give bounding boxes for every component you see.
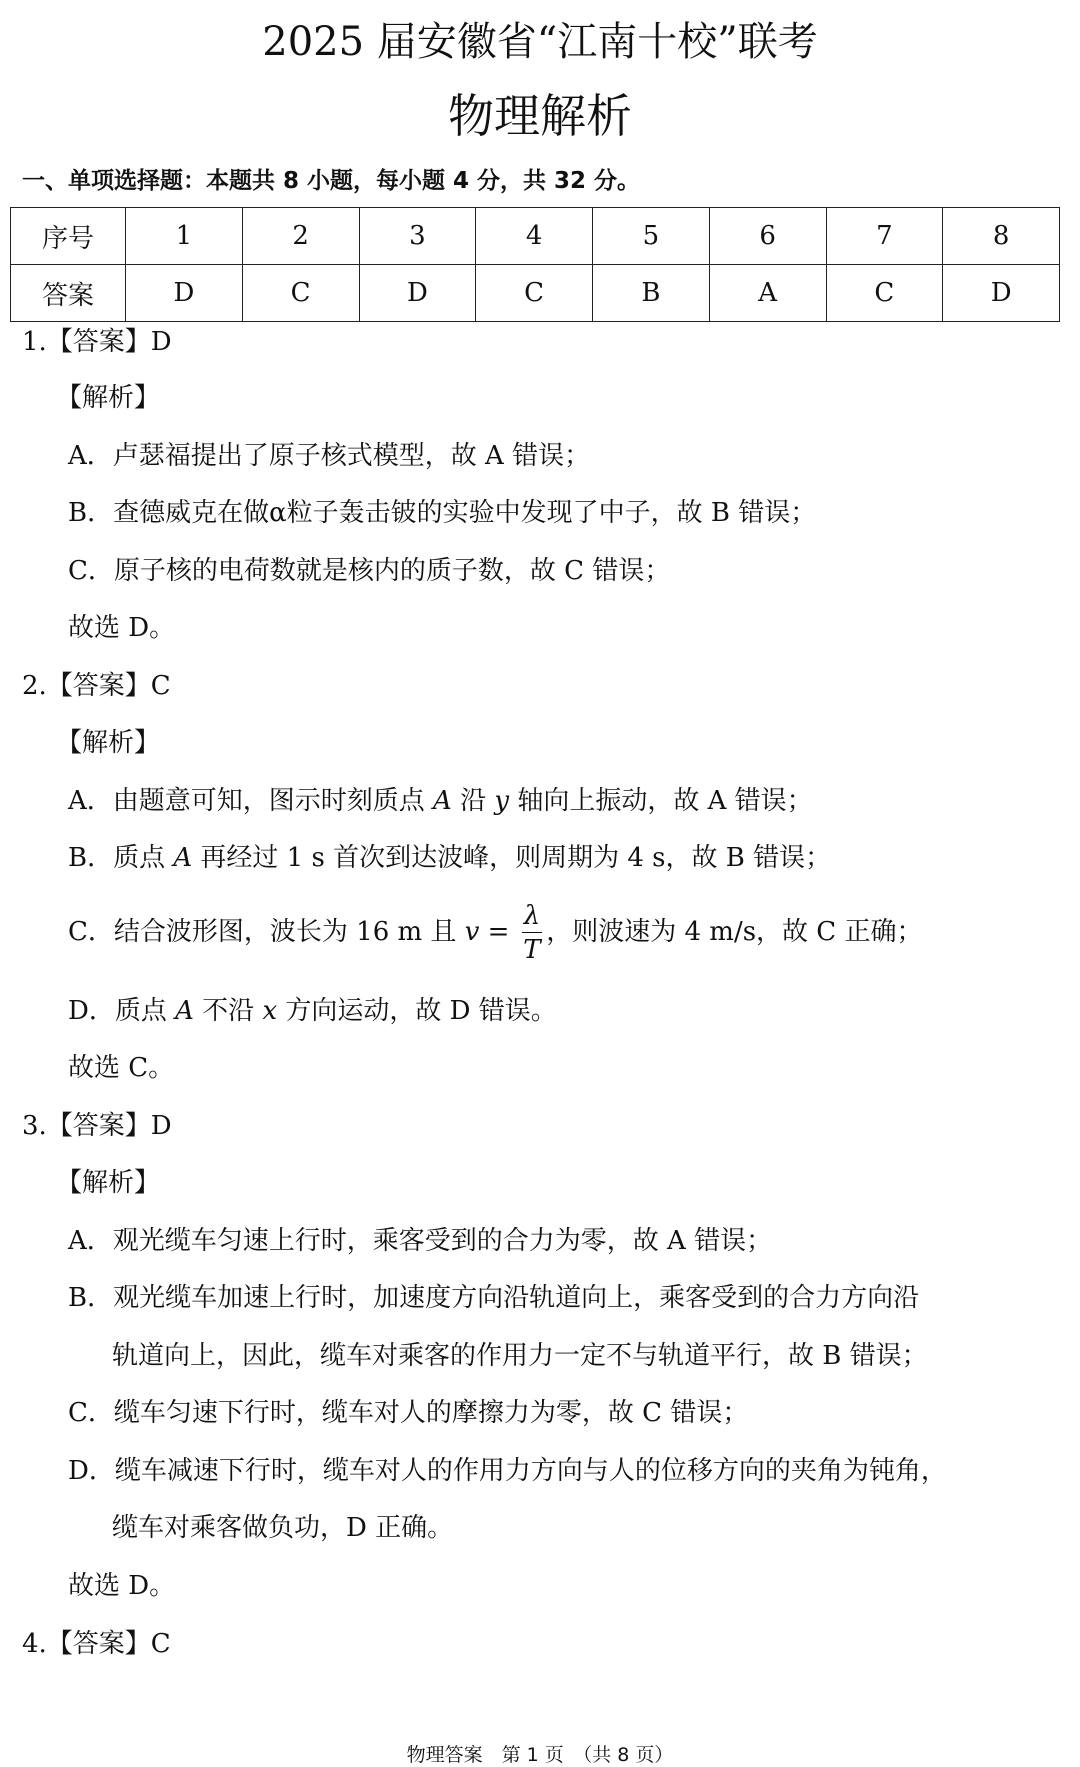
- answer-table: [10, 207, 1060, 322]
- table-cell-answer: C: [242, 265, 359, 322]
- q2-option-c: [68, 903, 922, 963]
- wave-speed-fraction: [522, 903, 542, 963]
- row-label-number: 序号: [11, 208, 126, 265]
- table-cell-answer: D: [943, 265, 1060, 322]
- document-subtitle: 物理解析: [448, 89, 632, 143]
- table-cell-answer: B: [593, 265, 710, 322]
- table-cell-answer: A: [709, 265, 826, 322]
- q2-answer: 2.【答案】C: [22, 671, 171, 701]
- table-cell-number: 5: [593, 208, 710, 265]
- table-cell-number: 4: [476, 208, 593, 265]
- q3-option-a: A．观光缆车匀速上行时，乘客受到的合力为零，故 A 错误；: [68, 1226, 773, 1256]
- text-run: =: [479, 917, 518, 947]
- q3-answer: 3.【答案】D: [22, 1111, 172, 1141]
- q3-option-d-line1: D．缆车减速下行时，缆车对人的作用力方向与人的位移方向的夹角为钝角，: [68, 1456, 947, 1486]
- q2-option-b: [68, 843, 831, 874]
- q1-conclusion: 故选 D。: [68, 613, 176, 643]
- table-cell-number: 8: [943, 208, 1060, 265]
- math-var: x: [262, 996, 278, 1026]
- document-title: 2025 届安徽省“江南十校”联考: [262, 19, 818, 65]
- q3-option-b-line1: B．观光缆车加速上行时，加速度方向沿轨道向上，乘客受到的合力方向沿: [68, 1283, 920, 1313]
- q3-option-b-line2: 轨道向上，因此，缆车对乘客的作用力一定不与轨道平行，故 B 错误；: [112, 1341, 928, 1371]
- q3-analysis-label: 【解析】: [56, 1168, 161, 1198]
- table-cell-number: 1: [126, 208, 243, 265]
- table-cell-number: 2: [242, 208, 359, 265]
- text-run: C．结合波形图，波长为 16 m 且: [68, 917, 465, 947]
- table-cell-answer: C: [826, 265, 943, 322]
- row-label-answer: 答案: [11, 265, 126, 322]
- q2-analysis-label: 【解析】: [56, 728, 161, 758]
- q1-option-b: B．查德威克在做α粒子轰击铍的实验中发现了中子，故 B 错误；: [68, 498, 817, 528]
- section-heading: 一、单项选择题：本题共 8 小题，每小题 4 分，共 32 分。: [22, 168, 641, 194]
- q3-option-c: C．缆车匀速下行时，缆车对人的摩擦力为零，故 C 错误；: [68, 1398, 749, 1428]
- q2-conclusion: 故选 C。: [68, 1053, 175, 1083]
- text-run: D．质点: [68, 996, 176, 1026]
- table-cell-number: 6: [709, 208, 826, 265]
- text-run: 再经过 1 s 首次到达波峰，则周期为 4 s，故 B 错误；: [192, 843, 832, 873]
- fraction-numerator: λ: [523, 901, 541, 931]
- table-cell-answer: C: [476, 265, 593, 322]
- q1-analysis-label: 【解析】: [56, 383, 161, 413]
- fraction-denominator: T: [523, 935, 541, 965]
- q3-option-d-line2: 缆车对乘客做负功，D 正确。: [112, 1513, 454, 1543]
- table-cell-answer: D: [126, 265, 243, 322]
- text-run: 不沿: [193, 996, 263, 1026]
- math-var: A: [173, 843, 193, 873]
- text-run: 轴向上振动，故 A 错误；: [509, 786, 813, 816]
- q1-answer: 1.【答案】D: [22, 327, 172, 357]
- table-cell-number: 7: [826, 208, 943, 265]
- text-run: 方向运动，故 D 错误。: [277, 996, 557, 1026]
- text-run: A．由题意可知，图示时刻质点: [68, 786, 434, 816]
- answer-table-answer-row: [11, 265, 1060, 322]
- text-run: B．质点: [68, 843, 174, 873]
- math-var: y: [494, 786, 510, 816]
- text-run: 沿: [451, 786, 495, 816]
- q4-answer: 4.【答案】C: [22, 1629, 171, 1659]
- q1-option-a: A．卢瑟福提出了原子核式模型，故 A 错误；: [68, 441, 591, 471]
- q1-option-c: C．原子核的电荷数就是核内的质子数，故 C 错误；: [68, 556, 671, 586]
- text-run: ，则波速为 4 m/s，故 C 正确；: [546, 917, 923, 947]
- q3-conclusion: 故选 D。: [68, 1571, 176, 1601]
- q2-option-d: [68, 996, 557, 1027]
- math-var: A: [433, 786, 452, 816]
- math-var: v: [464, 917, 480, 947]
- answer-table-number-row: [11, 208, 1060, 265]
- q2-option-a: [68, 786, 813, 817]
- math-var: A: [175, 996, 194, 1026]
- page-footer: 物理答案 第 1 页 （共 8 页）: [406, 1744, 674, 1766]
- table-cell-answer: D: [359, 265, 476, 322]
- table-cell-number: 3: [359, 208, 476, 265]
